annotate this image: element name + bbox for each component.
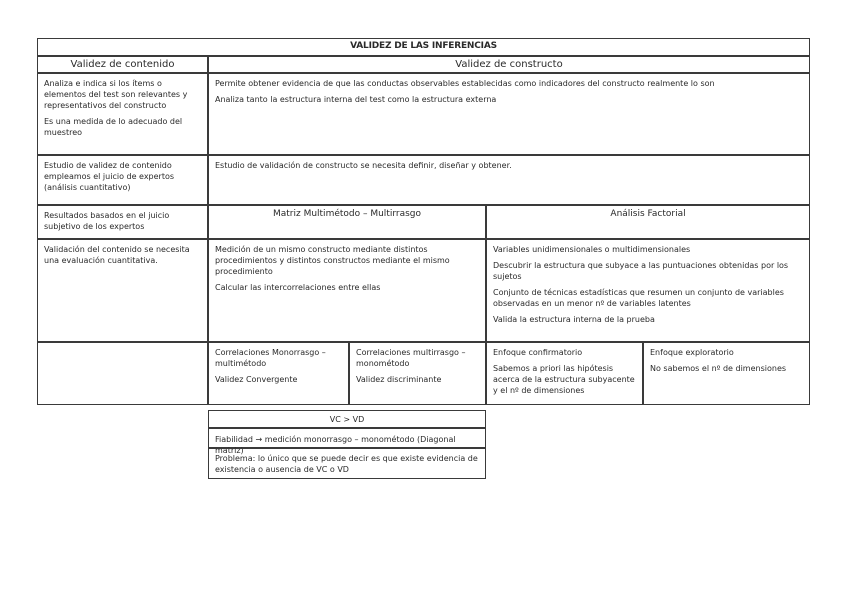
row5-multirrasgo-cell [349, 342, 486, 405]
problema-cell: Problema: lo único que se puede decir es que existe evidencia de existencia o ausencia de VC o VD [208, 448, 486, 479]
row5-validez-convergente: Validez Convergente [215, 375, 298, 384]
row2-contenido-cell [37, 155, 208, 205]
row4-mtmm-text-1: Medición de un mismo constructo mediante distintos procedimientos y distintos constructos mediante el mismo procedimiento [215, 245, 450, 276]
row2-constructo-text: Estudio de validación de constructo se necesita definir, diseñar y obtener. [215, 161, 512, 170]
row5-confirmatorio-text: Sabemos a priori las hipótesis acerca de la estructura subyacente y el nº de dimensiones [493, 364, 635, 395]
header-analisis-factorial: Análisis Factorial [486, 205, 810, 239]
row1-constructo-cell [208, 73, 810, 155]
row2-constructo-cell [208, 155, 810, 205]
row1-constructo-text-2: Analiza tanto la estructura interna del test como la estructura externa [215, 95, 497, 104]
table-title: VALIDEZ DE LAS INFERENCIAS [37, 38, 810, 56]
header-validez-contenido: Validez de contenido [37, 56, 208, 73]
row1-constructo-text-1: Permite obtener evidencia de que las conductas observables establecidas como indicadores del constructo realmente lo son [215, 79, 715, 88]
row5-monorrasgo-text: Correlaciones Monorrasgo – multimétodo [215, 348, 326, 368]
row5-monorrasgo-cell [208, 342, 349, 405]
row5-confirmatorio-cell [486, 342, 643, 405]
row4-mtmm-text-2: Calcular las intercorrelaciones entre ellas [215, 283, 381, 292]
row4-af-text-2: Descubrir la estructura que subyace a las puntuaciones obtenidas por los sujetos [493, 261, 789, 281]
row4-contenido-cell [37, 239, 208, 342]
row4-af-text-1: Variables unidimensionales o multidimensionales [493, 245, 691, 254]
row2-contenido-text: Estudio de validez de contenido empleamos el juicio de expertos (análisis cuantitativo) [44, 161, 175, 192]
row1-contenido-text-1: Analiza e indica si los ítems o elementos del test son relevantes y representativos del constructo [44, 79, 188, 110]
row3-contenido-text: Resultados basados en el juicio subjetivo de los expertos [44, 211, 170, 231]
row4-contenido-text: Validación del contenido se necesita una evaluación cuantitativa. [44, 245, 190, 265]
row1-contenido-cell [37, 73, 208, 155]
vc-vd-cell: VC > VD [208, 410, 486, 428]
row4-mtmm-cell [208, 239, 486, 342]
row4-af-text-4: Valida la estructura interna de la prueba [493, 315, 655, 324]
row4-af-cell [486, 239, 810, 342]
row5-confirmatorio-title: Enfoque confirmatorio [493, 348, 583, 357]
row4-af-text-3: Conjunto de técnicas estadísticas que resumen un conjunto de variables observadas en un menor nº de variables latentes [493, 288, 784, 308]
row5-validez-discriminante: Validez discriminante [356, 375, 442, 384]
row1-contenido-text-2: Es una medida de lo adecuado del muestreo [44, 117, 183, 137]
row3-contenido-cell [37, 205, 208, 239]
fiabilidad-cell: Fiabilidad → medición monorrasgo – monométodo (Diagonal matriz) [208, 428, 486, 448]
row5-multirrasgo-text: Correlaciones multirrasgo – monométodo [356, 348, 466, 368]
row5-exploratorio-text: No sabemos el nº de dimensiones [650, 364, 787, 373]
row5-exploratorio-cell [643, 342, 810, 405]
header-matriz-multimetodo: Matriz Multimétodo – Multirrasgo [208, 205, 486, 239]
header-validez-constructo: Validez de constructo [208, 56, 810, 73]
row5-exploratorio-title: Enfoque exploratorio [650, 348, 734, 357]
row5-empty-cell [37, 342, 208, 405]
